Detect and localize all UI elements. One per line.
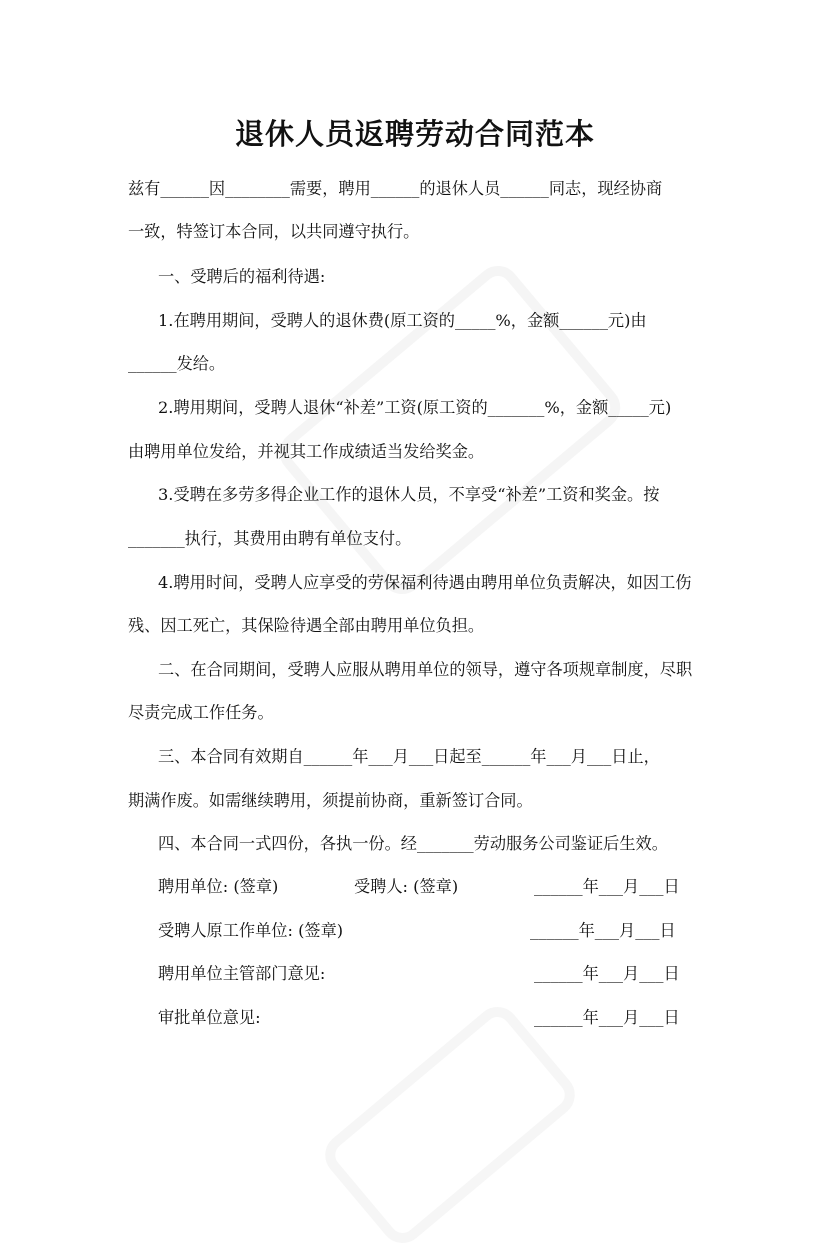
body-line: 由聘用单位发给，并视其工作成绩适当发给奖金。 [128,442,485,461]
document-title: 退休人员返聘劳动合同范本 [234,117,595,151]
signature-date: ______年___月___日 [534,1008,680,1027]
signature-date: ______年___月___日 [534,877,680,896]
signature-employee: 受聘人: (签章) [354,877,459,896]
body-line: 3.受聘在多劳多得企业工作的退休人员，不享受“补差”工资和奖金。按 [158,485,660,504]
body-line: _______执行，其费用由聘有单位支付。 [128,529,412,548]
signature-date: ______年___月___日 [534,964,680,983]
signature-date: ______年___月___日 [530,921,676,940]
signature-employer: 聘用单位: (签章) [158,877,279,896]
signature-authority: 聘用单位主管部门意见: [158,964,326,983]
body-line: 1.在聘用期间，受聘人的退休费(原工资的_____%，金额______元)由 [158,311,647,330]
body-line: 2.聘用期间，受聘人退休“补差”工资(原工资的_______%，金额_____元) [158,398,672,417]
body-line: 尽责完成工作任务。 [128,703,274,722]
section-heading: 三、本合同有效期自______年___月___日起至______年___月___日止， [158,747,660,766]
section-heading: 四、本合同一式四份，各执一份。经_______劳动服务公司鉴证后生效。 [158,834,668,853]
body-line: 期满作废。如需继续聘用，须提前协商，重新签订合同。 [128,791,533,810]
signature-original-unit: 受聘人原工作单位: (签章) [158,921,344,940]
watermark-logo-bottom [316,998,583,1252]
section-heading: 一、受聘后的福利待遇: [158,267,326,286]
signature-approval: 审批单位意见: [158,1008,261,1027]
body-line: 一致，特签订本合同，以共同遵守执行。 [128,222,420,241]
body-line: 残、因工死亡，其保险待遇全部由聘用单位负担。 [128,616,485,635]
body-line: ______发给。 [128,354,226,373]
body-line: 4.聘用时间，受聘人应享受的劳保福利待遇由聘用单位负责解决，如因工伤 [158,573,692,592]
body-line: 兹有______因________需要，聘用______的退休人员______同志，现经协商 [128,179,663,198]
section-heading: 二、在合同期间，受聘人应服从聘用单位的领导，遵守各项规章制度，尽职 [158,660,693,679]
